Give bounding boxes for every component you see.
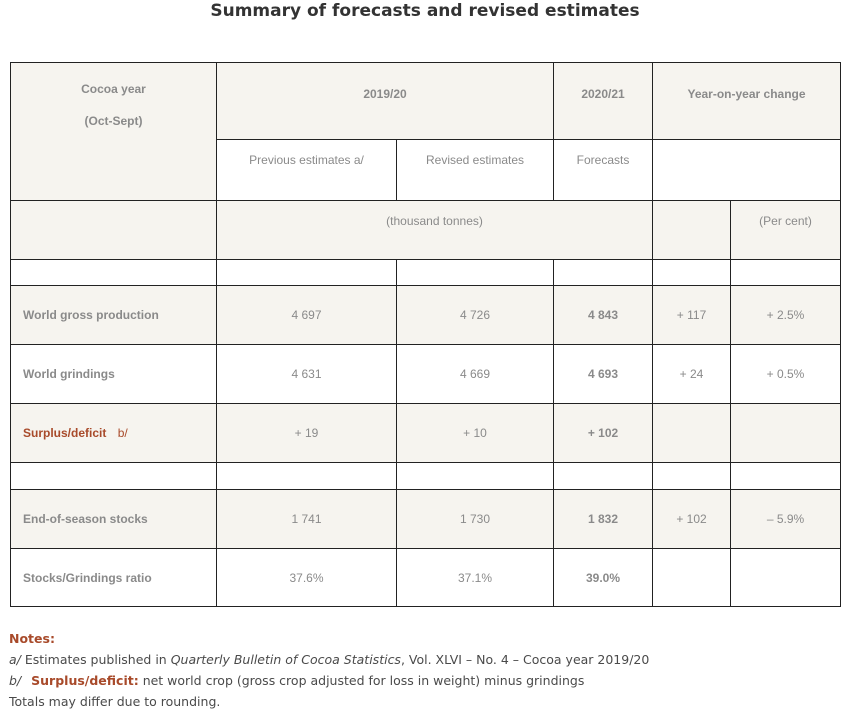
row-revised: 4 669 [397, 345, 554, 404]
unit-thousand-tonnes: (thousand tonnes) [217, 201, 653, 260]
row-label: Stocks/Grindings ratio [11, 549, 217, 607]
row-label: End-of-season stocks [11, 490, 217, 549]
row-percent: + 0.5% [731, 345, 841, 404]
header-cocoa-year [11, 63, 217, 201]
summary-table [10, 62, 841, 607]
row-revised: 1 730 [397, 490, 554, 549]
table-row [11, 345, 841, 404]
row-revised: + 10 [397, 404, 554, 463]
spacer-row [11, 260, 841, 286]
row-forecast: 4 843 [554, 286, 653, 345]
header-previous-estimates: Previous estimates a/ [217, 140, 397, 201]
note-totals: Totals may differ due to rounding. [9, 694, 221, 709]
notes-heading: Notes: [9, 631, 55, 646]
header-yoy-change: Year-on-year change [653, 63, 841, 140]
notes [9, 628, 649, 712]
row-revised: 4 726 [397, 286, 554, 345]
row-change [653, 549, 731, 607]
row-label: Surplus/deficit [23, 426, 107, 440]
row-revised: 37.1% [397, 549, 554, 607]
spacer-row [11, 463, 841, 490]
note-a-marker: a/ [9, 652, 21, 667]
row-previous: + 19 [217, 404, 397, 463]
row-change: + 24 [653, 345, 731, 404]
note-a-text-post: , Vol. XLVI – No. 4 – Cocoa year 2019/20 [400, 652, 650, 667]
row-percent [731, 404, 841, 463]
table-row [11, 286, 841, 345]
row-percent: + 2.5% [731, 286, 841, 345]
row-previous: 4 631 [217, 345, 397, 404]
header-row-years [11, 63, 841, 140]
row-change: + 102 [653, 490, 731, 549]
row-label: World gross production [11, 286, 217, 345]
row-forecast: + 102 [554, 404, 653, 463]
unit-change-empty [653, 201, 731, 260]
units-row [11, 201, 841, 260]
row-label-cell [11, 404, 217, 463]
row-label-note: b/ [117, 426, 128, 440]
header-2020-21: 2020/21 [554, 63, 653, 140]
note-b-text: net world crop (gross crop adjusted for loss in weight) minus grindings [142, 673, 585, 688]
units-empty [11, 201, 217, 260]
header-revised-estimates: Revised estimates [397, 140, 554, 201]
row-label: World grindings [11, 345, 217, 404]
row-previous: 4 697 [217, 286, 397, 345]
row-percent [731, 549, 841, 607]
note-a-text-pre: Estimates published in [24, 652, 167, 667]
header-cocoa-year-sub: (Oct-Sept) [84, 114, 143, 128]
row-change [653, 404, 731, 463]
header-empty [653, 140, 841, 201]
page-title: Summary of forecasts and revised estimates [210, 1, 640, 21]
row-previous: 37.6% [217, 549, 397, 607]
table-row [11, 490, 841, 549]
row-forecast: 4 693 [554, 345, 653, 404]
unit-per-cent: (Per cent) [731, 201, 841, 260]
note-a-publication: Quarterly Bulletin of Cocoa Statistics [170, 652, 401, 667]
header-forecasts: Forecasts [554, 140, 653, 201]
note-b-marker: b/ [9, 673, 22, 688]
row-forecast: 39.0% [554, 549, 653, 607]
header-cocoa-year-label: Cocoa year [81, 82, 146, 96]
row-forecast: 1 832 [554, 490, 653, 549]
table-row [11, 549, 841, 607]
note-b-term: Surplus/deficit: [31, 673, 139, 688]
row-previous: 1 741 [217, 490, 397, 549]
note-b [9, 670, 649, 691]
note-a [9, 649, 649, 670]
header-2019-20: 2019/20 [217, 63, 554, 140]
row-change: + 117 [653, 286, 731, 345]
table-row [11, 404, 841, 463]
row-percent: – 5.9% [731, 490, 841, 549]
